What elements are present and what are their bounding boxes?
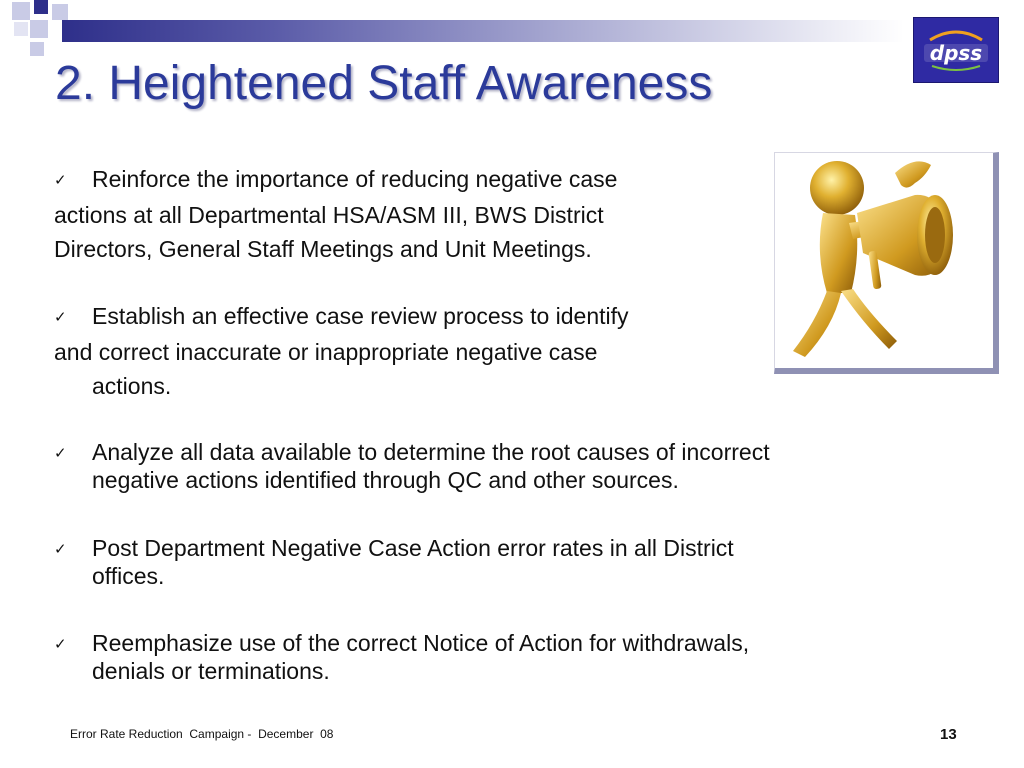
bullet-text-line: Reinforce the importance of reducing negative case: [92, 166, 618, 192]
logo-text: dpss: [929, 41, 983, 65]
bullet-text-line: and correct inaccurate or inappropriate negative case: [54, 339, 598, 365]
header-gradient-bar: [62, 20, 904, 42]
page-number: 13: [940, 726, 957, 743]
checkmark-icon: ✓: [54, 172, 67, 189]
logo-graphic: [914, 18, 998, 82]
dpss-logo: [913, 17, 999, 83]
bullet-text-line: Post Department Negative Case Action error rates in all District: [92, 535, 734, 561]
bullet-text-line: negative actions identified through QC and other sources.: [92, 467, 679, 493]
bullet-text-line: actions.: [92, 373, 172, 399]
bullet-text-line: Analyze all data available to determine the root causes of incorrect: [92, 439, 770, 465]
bullet-item-2: [54, 299, 629, 403]
figure-image-frame: [774, 152, 999, 374]
bullet-item-1: [54, 162, 617, 266]
bullet-text-line: Establish an effective case review process to identify: [92, 303, 629, 329]
checkmark-icon: ✓: [54, 636, 67, 653]
checkmark-icon: ✓: [54, 541, 67, 558]
bullet-text-line: Directors, General Staff Meetings and Unit Meetings.: [54, 236, 592, 262]
checkmark-icon: ✓: [54, 445, 67, 462]
bullet-text-line: denials or terminations.: [92, 658, 330, 684]
bullet-item-3: [54, 439, 770, 494]
bullet-text-line: Reemphasize use of the correct Notice of Action for withdrawals,: [92, 630, 750, 656]
slide-title: 2. Heightened Staff Awareness: [55, 57, 713, 110]
checkmark-icon: ✓: [54, 309, 67, 326]
megaphone-figure-icon: [775, 153, 993, 368]
footer-text: Error Rate Reduction Campaign - December 08: [70, 727, 334, 741]
bullet-item-5: [54, 630, 749, 685]
bullet-item-4: [54, 535, 734, 590]
bullet-text-line: offices.: [92, 563, 165, 589]
bullet-text-line: actions at all Departmental HSA/ASM III, BWS District: [54, 202, 604, 228]
